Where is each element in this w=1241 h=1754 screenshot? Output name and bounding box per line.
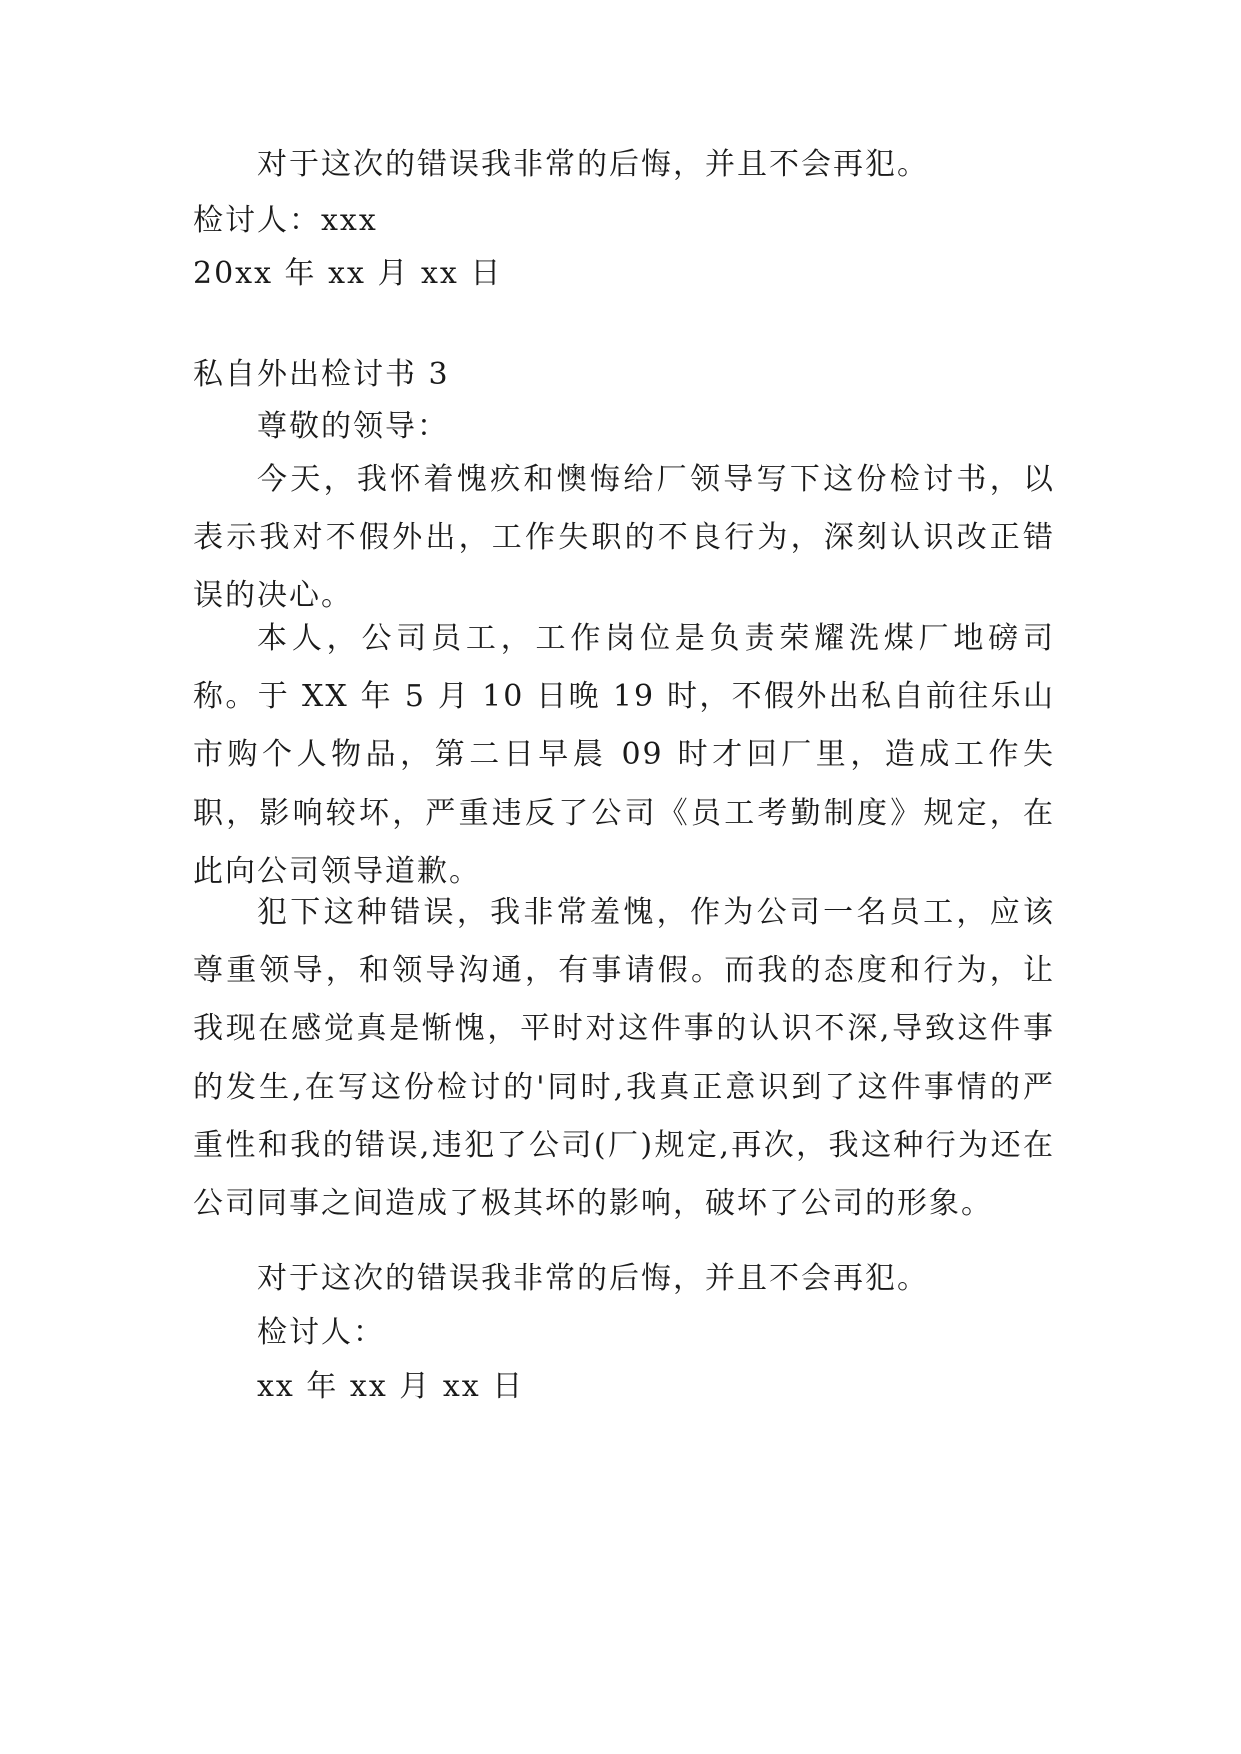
letter-salutation: 尊敬的领导： xyxy=(257,409,449,444)
previous-date-line: 20xx 年 xx 月 xx 日 xyxy=(193,256,503,291)
paragraph-1: 今天，我怀着愧疚和懊悔给厂领导写下这份检讨书，以表示我对不假外出，工作失职的不良行为，深刻认识改正错误的决心。 xyxy=(193,462,1055,614)
signer-line: 检讨人： xyxy=(257,1315,385,1350)
previous-regret-line: 对于这次的错误我非常的后悔，并且不会再犯。 xyxy=(257,147,929,182)
paragraph-2: 本人，公司员工，工作岗位是负责荣耀洗煤厂地磅司称。于 XX 年 5 月 10 日晚 19 时，不假外出私自前往乐山市购个人物品，第二日早晨 09 时才回厂里，造成工作失职，影响较坏，严重违反了公司《员工考勤制度》规定，在此向公司领导道歉。 xyxy=(193,621,1055,889)
regret-line: 对于这次的错误我非常的后悔，并且不会再犯。 xyxy=(257,1261,929,1296)
paragraph-3: 犯下这种错误，我非常羞愧，作为公司一名员工，应该尊重领导，和领导沟通，有事请假。而我的态度和行为，让我现在感觉真是惭愧，平时对这件事的认识不深,导致这件事的发生,在写这份检讨的'同时,我真正意识到了这件事情的严重性和我的错误,违犯了公司(厂)规定,再次，我这种行为还在公司同事之间造成了极其坏的影响，破坏了公司的形象。 xyxy=(193,895,1055,1222)
date-line: xx 年 xx 月 xx 日 xyxy=(257,1369,525,1404)
letter-title: 私自外出检讨书 3 xyxy=(193,357,450,392)
previous-signer-line: 检讨人：xxx xyxy=(193,203,378,238)
